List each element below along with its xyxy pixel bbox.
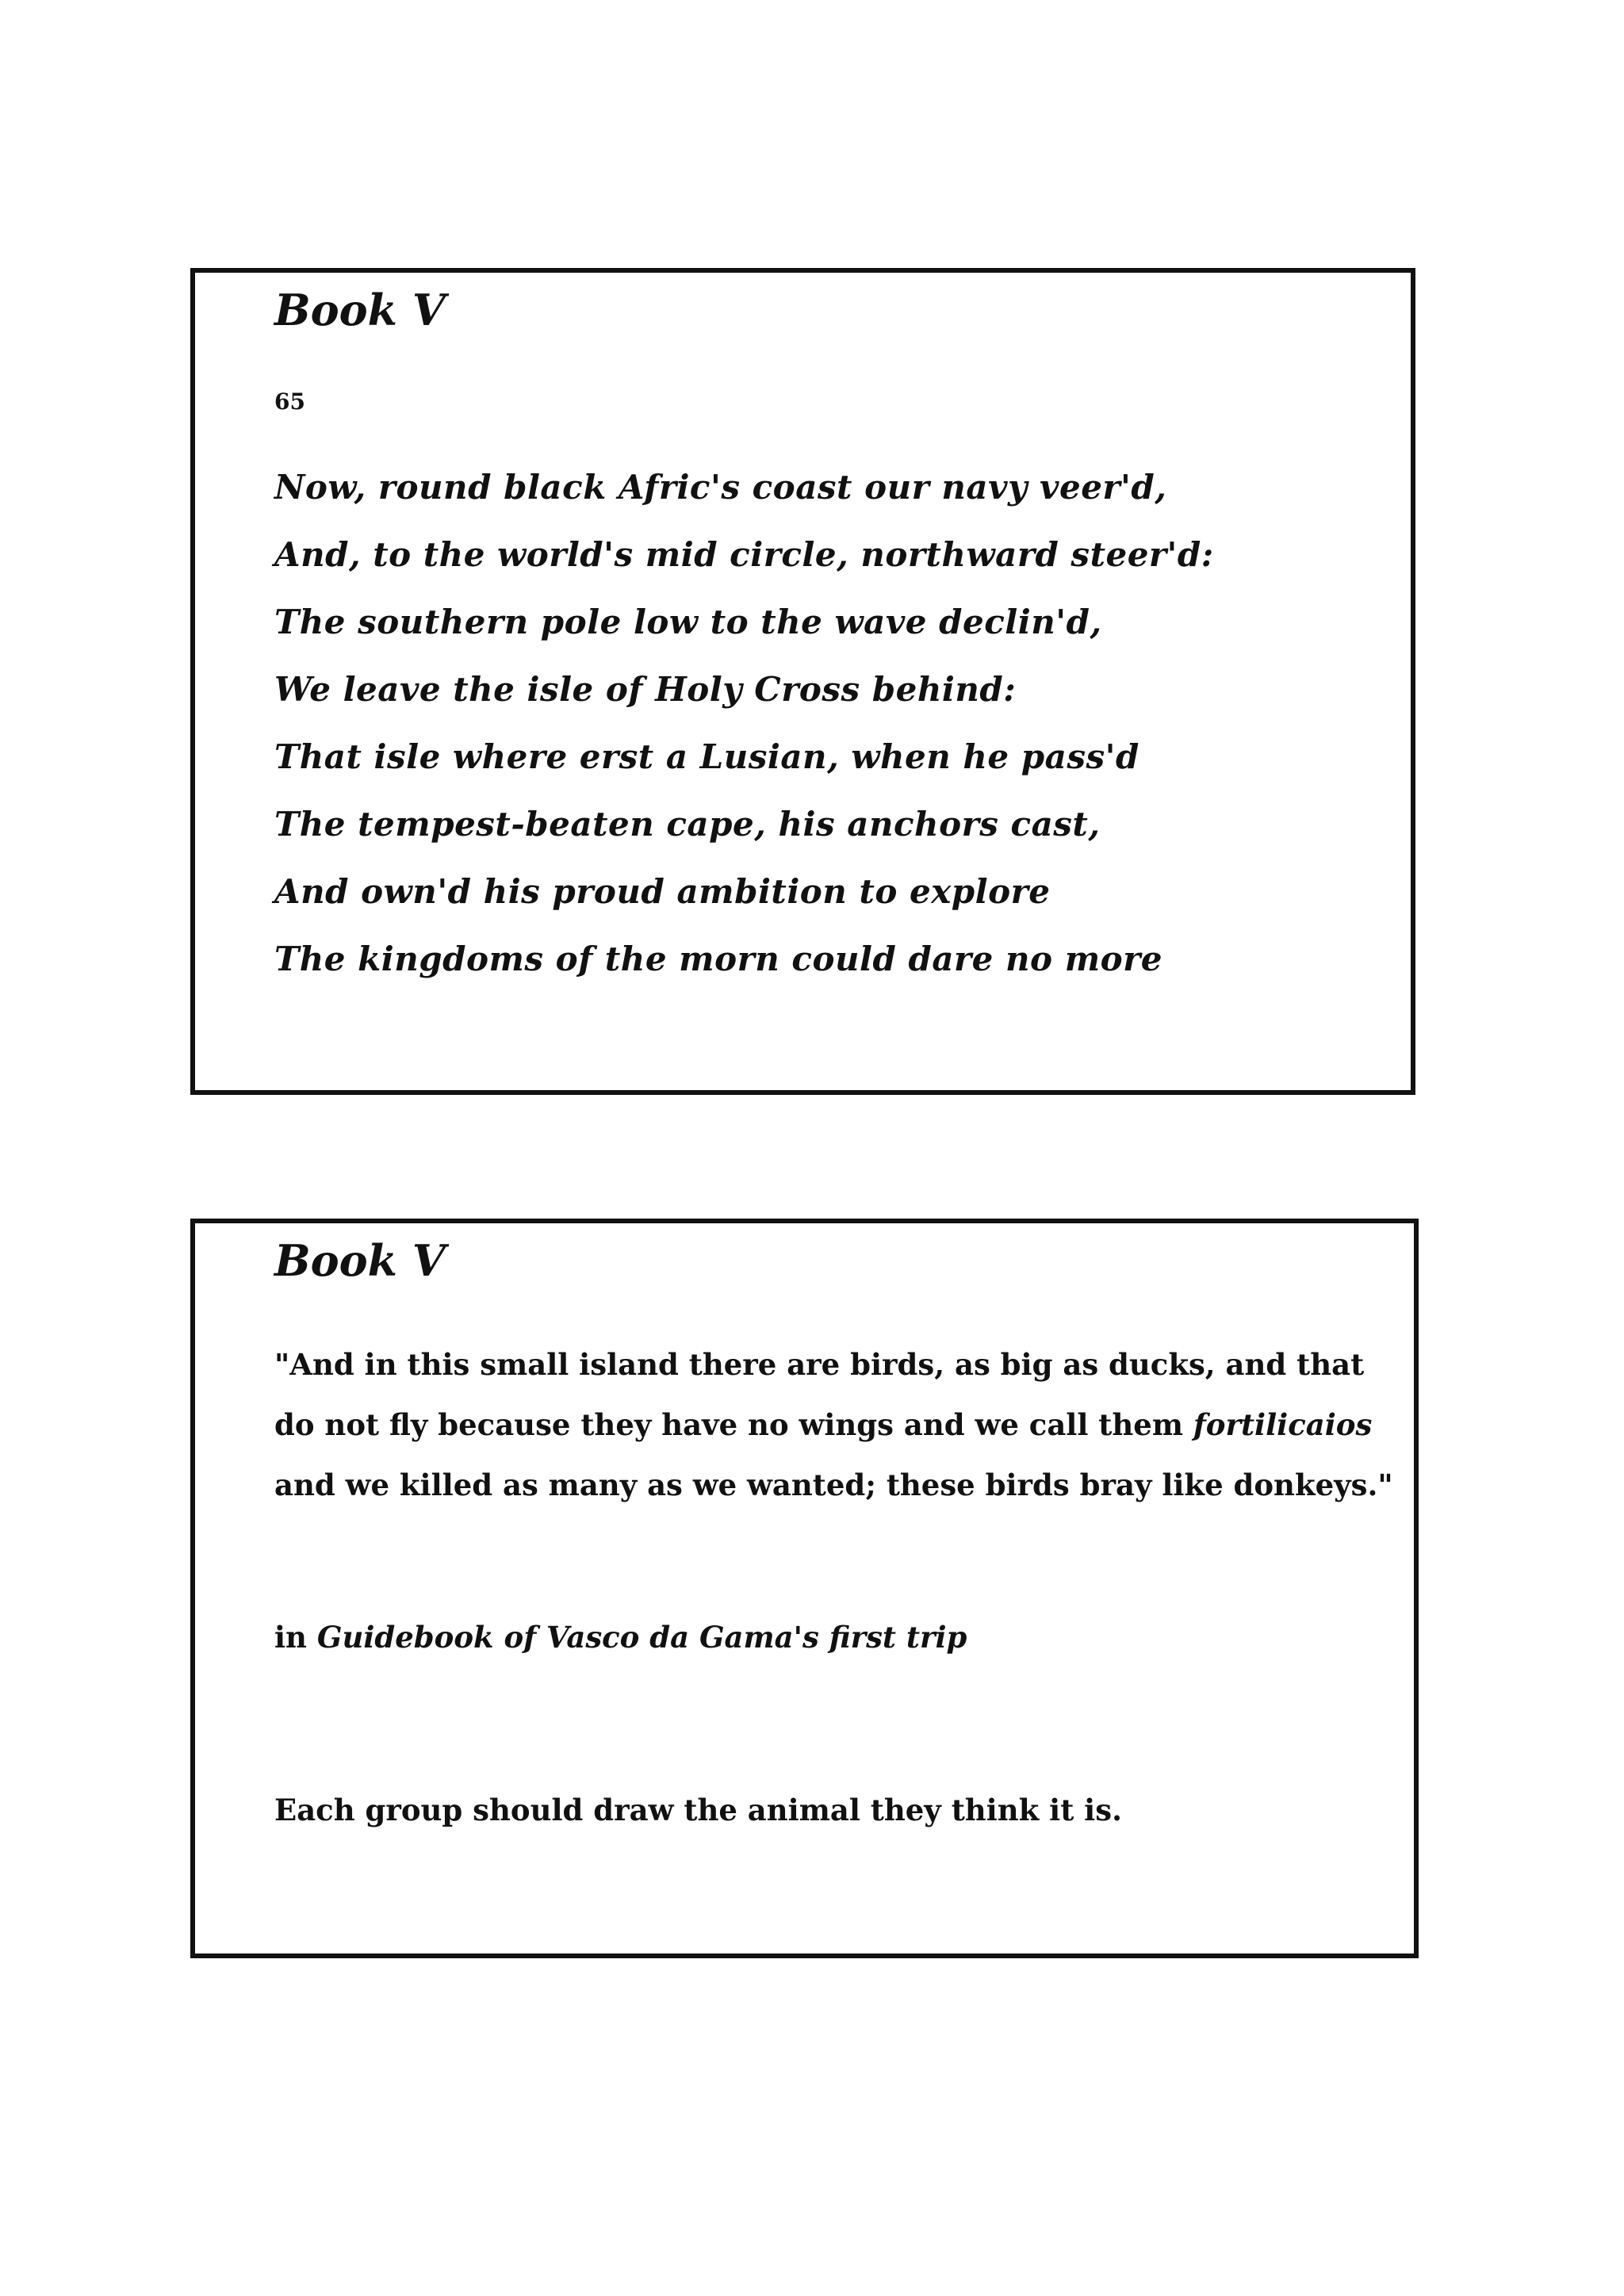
verse-line: Now, round black Afric's coast our navy veer'd, xyxy=(274,468,1167,507)
quotation-line: and we killed as many as we wanted; these birds bray like donkeys." xyxy=(274,1468,1393,1502)
verse-line: We leave the isle of Holy Cross behind: xyxy=(274,670,1017,709)
source-prefix: in xyxy=(274,1620,317,1655)
verse-line: The southern pole low to the wave declin'd, xyxy=(274,603,1102,641)
stanza-card xyxy=(190,268,1415,1095)
quotation-source xyxy=(274,1620,967,1655)
verse-lines xyxy=(274,453,1214,993)
verse-line: That isle where erst a Lusian, when he pass'd xyxy=(274,737,1139,776)
quotation-line xyxy=(274,1395,1385,1455)
quotation xyxy=(274,1334,1393,1515)
quotation-italic-word: fortilicaios xyxy=(1193,1407,1373,1442)
activity-card-heading: Book V xyxy=(274,1235,446,1286)
stanza-number: 65 xyxy=(274,388,305,415)
verse-line: And, to the world's mid circle, northward steer'd: xyxy=(274,535,1214,574)
source-title: Guidebook of Vasco da Gama's first trip xyxy=(316,1620,967,1655)
verse-line: The tempest-beaten cape, his anchors cast, xyxy=(274,805,1101,844)
verse-line: The kingdoms of the morn could dare no more xyxy=(274,939,1163,978)
quotation-line-text: do not fly because they have no wings and we call them xyxy=(274,1407,1193,1442)
activity-card xyxy=(190,1219,1419,1958)
activity-instruction: Each group should draw the animal they think it is. xyxy=(274,1793,1122,1827)
stanza-card-heading: Book V xyxy=(274,285,446,335)
quotation-line: "And in this small island there are birds, as big as ducks, and that xyxy=(274,1347,1365,1382)
verse-line: And own'd his proud ambition to explore xyxy=(274,872,1051,911)
